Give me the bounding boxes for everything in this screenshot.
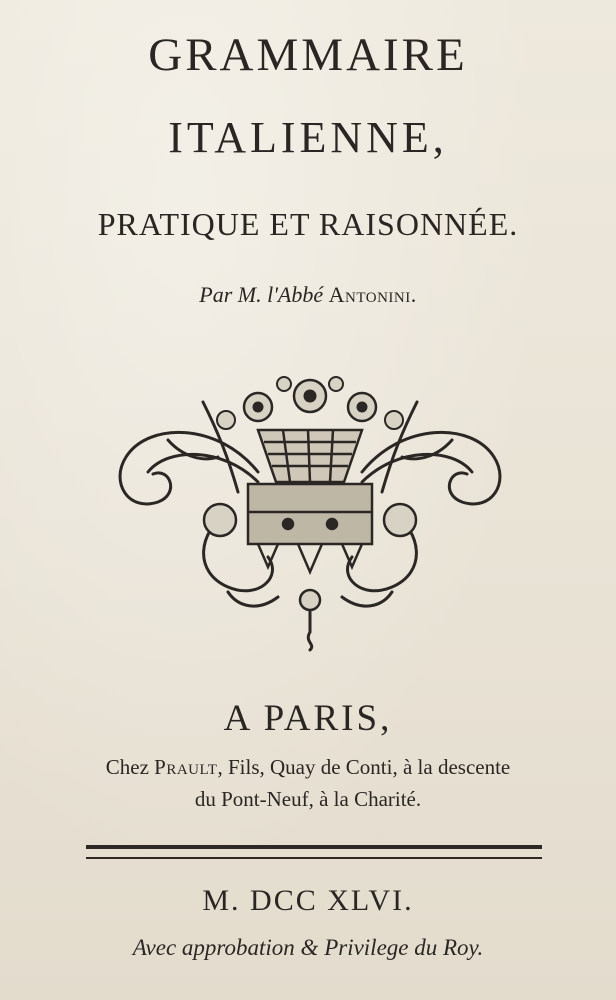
title-line-1: GRAMMAIRE bbox=[148, 29, 468, 81]
imprint-city: A PARIS, bbox=[223, 698, 393, 739]
flower-basket-vignette-icon bbox=[108, 362, 512, 652]
privilege-line: Avec approbation & Privilege du Roy. bbox=[132, 935, 484, 960]
author-prefix: Par M. l'Abbé bbox=[199, 282, 329, 307]
publication-date: M. DCC XLVI. bbox=[202, 884, 414, 917]
imprint-publisher-line-1 bbox=[0, 755, 616, 780]
author-line bbox=[0, 282, 616, 308]
subtitle: PRATIQUE ET RAISONNÉE. bbox=[97, 206, 519, 242]
publisher-address: , Fils, Quay de Conti, à la descente bbox=[217, 755, 511, 779]
publisher-prefix: Chez bbox=[105, 755, 155, 779]
double-rule-top bbox=[86, 845, 542, 849]
double-rule-bottom bbox=[86, 857, 542, 859]
imprint-publisher-line-2: du Pont-Neuf, à la Charité. bbox=[194, 787, 422, 811]
publisher-name: Prault bbox=[154, 755, 218, 779]
title-line-2: ITALIENNE, bbox=[168, 113, 448, 162]
author-name: Antonini. bbox=[328, 282, 417, 307]
